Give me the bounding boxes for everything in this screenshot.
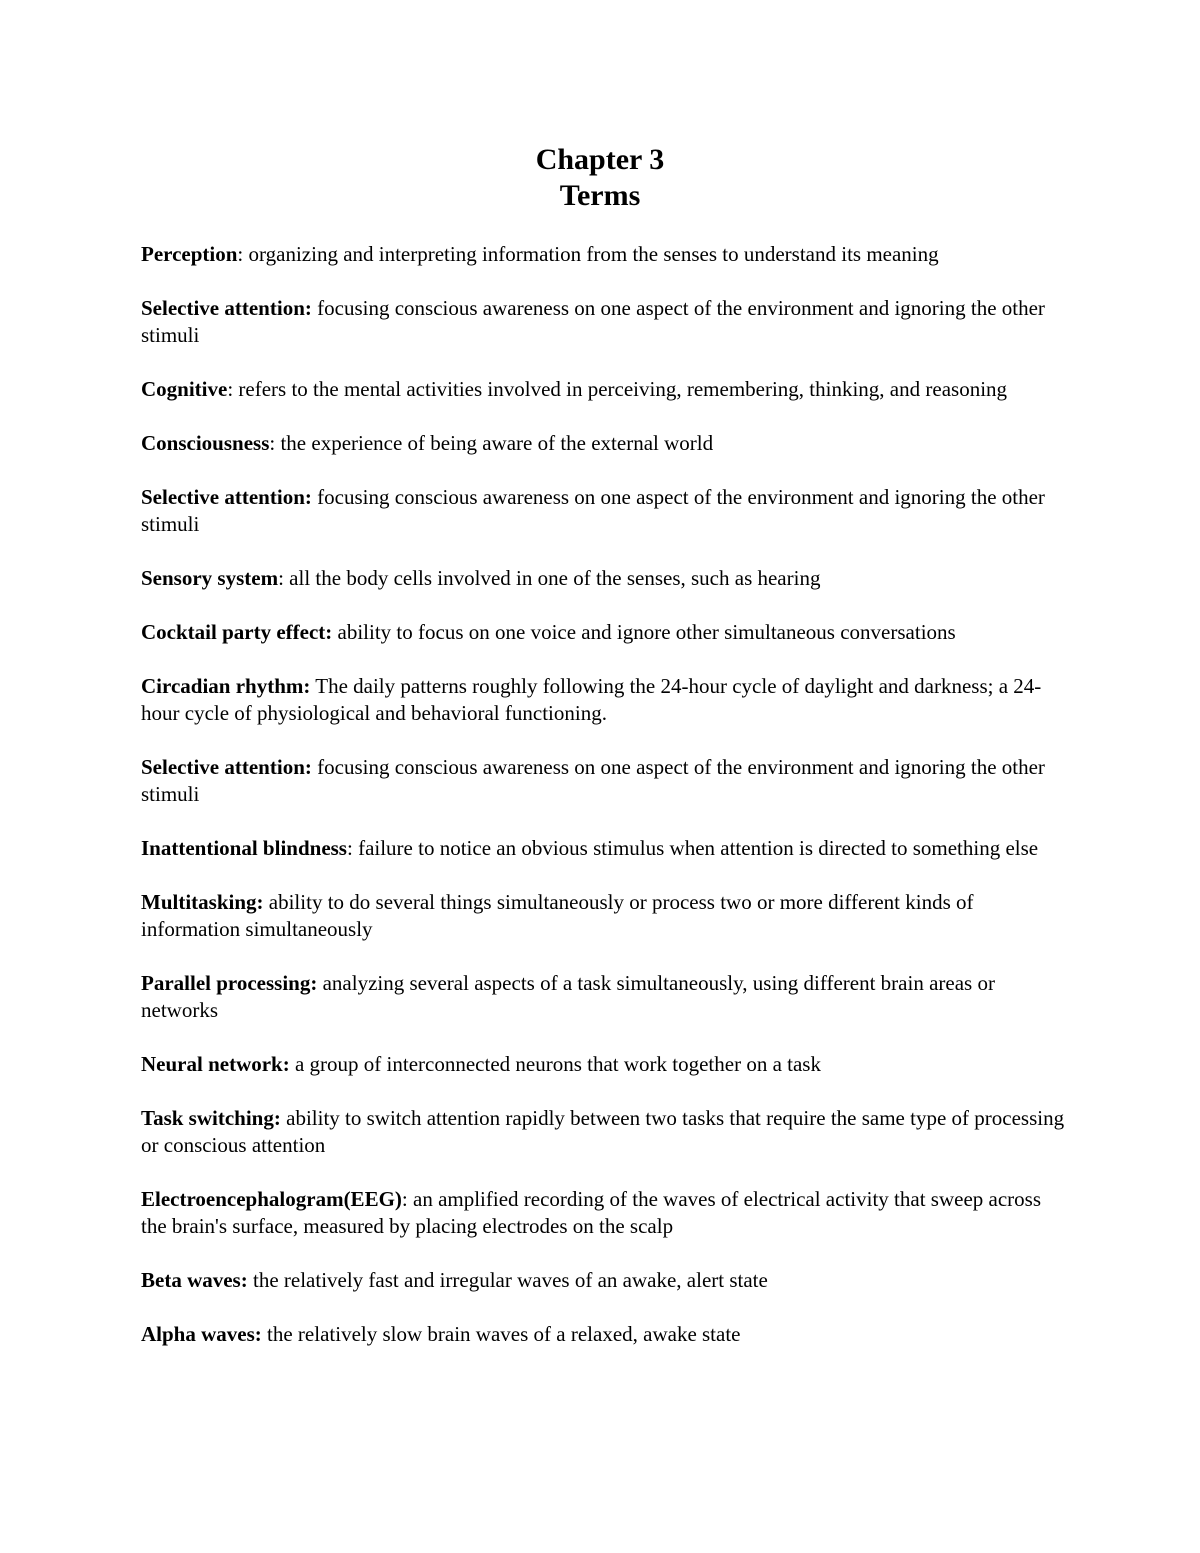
term-entry [141,673,1071,727]
term-entry [141,1186,1071,1240]
term-definition: The daily patterns roughly following the 24-hour cycle of daylight and darkness; a 24-hour cycle of physiological and behavioral functioning. [141,674,1042,725]
term-definition: focusing conscious awareness on one aspect of the environment and ignoring the other stimuli [141,296,1045,347]
term-definition: ability to focus on one voice and ignore other simultaneous conversations [332,620,956,644]
term-definition: all the body cells involved in one of the senses, such as hearing [283,566,821,590]
term-definition: an amplified recording of the waves of electrical activity that sweep across the brain's surface, measured by placing electrodes on the scalp [141,1187,1041,1238]
term-separator: : [227,377,234,401]
term-separator: : [346,836,353,860]
term-definition: refers to the mental activities involved in perceiving, remembering, thinking, and reasoning [233,377,1008,401]
term-name: Task switching [141,1106,274,1130]
term-name: Selective attention [141,485,305,509]
term-entry [141,1321,1071,1348]
term-entry [141,430,1071,457]
term-definition: ability to do several things simultaneously or process two or more different kinds of information simultaneously [141,890,974,941]
term-entry [141,835,1071,862]
term-definition: focusing conscious awareness on one aspect of the environment and ignoring the other stimuli [141,485,1045,536]
page-subtitle: Terms [559,179,641,212]
terms-list [141,241,1071,1375]
term-separator: : [304,485,312,509]
term-separator: : [269,431,276,455]
term-name: Alpha waves [141,1322,255,1346]
term-entry [141,970,1071,1024]
page-title: Chapter 3 [535,143,665,176]
term-entry [141,376,1071,403]
term-entry [141,295,1071,349]
term-definition: the relatively slow brain waves of a relaxed, awake state [261,1322,741,1346]
term-entry [141,241,1071,268]
term-name: Inattentional blindness [141,836,347,860]
term-name: Multitasking [141,890,257,914]
title-block [0,142,1200,214]
term-name: Sensory system [141,566,279,590]
term-definition: the experience of being aware of the external world [275,431,714,455]
term-separator: : [304,296,312,320]
term-separator: : [273,1106,281,1130]
term-entry [141,484,1071,538]
term-entry [141,754,1071,808]
term-entry [141,889,1071,943]
term-definition: focusing conscious awareness on one aspect of the environment and ignoring the other stimuli [141,755,1045,806]
term-name: Circadian rhythm [141,674,304,698]
term-separator: : [256,890,264,914]
term-entry [141,565,1071,592]
term-definition: organizing and interpreting information from the senses to understand its meaning [243,242,939,266]
term-definition: failure to notice an obvious stimulus when attention is directed to something else [352,836,1039,860]
term-name: Consciousness [141,431,270,455]
term-name: Electroencephalogram(EEG) [141,1187,402,1211]
term-definition: a group of interconnected neurons that work together on a task [289,1052,821,1076]
term-separator: : [240,1268,248,1292]
term-name: Cognitive [141,377,228,401]
term-entry [141,1105,1071,1159]
term-separator: : [325,620,333,644]
term-separator: : [303,674,311,698]
term-separator: : [278,566,284,590]
term-separator: : [310,971,318,995]
term-name: Perception [141,242,238,266]
term-name: Neural network [141,1052,283,1076]
term-name: Selective attention [141,296,305,320]
term-entry [141,619,1071,646]
term-definition: ability to switch attention rapidly between two tasks that require the same type of processing or conscious attention [141,1106,1065,1157]
term-name: Cocktail party effect [141,620,326,644]
term-name: Parallel processing [141,971,311,995]
term-separator: : [282,1052,290,1076]
term-entry [141,1267,1071,1294]
term-definition: analyzing several aspects of a task simultaneously, using different brain areas or networks [141,971,995,1022]
term-name: Selective attention [141,755,305,779]
term-entry [141,1051,1071,1078]
term-definition: the relatively fast and irregular waves of an awake, alert state [247,1268,768,1292]
term-name: Beta waves [141,1268,241,1292]
term-separator: : [254,1322,262,1346]
term-separator: : [237,242,244,266]
term-separator: : [304,755,312,779]
term-separator: : [401,1187,408,1211]
